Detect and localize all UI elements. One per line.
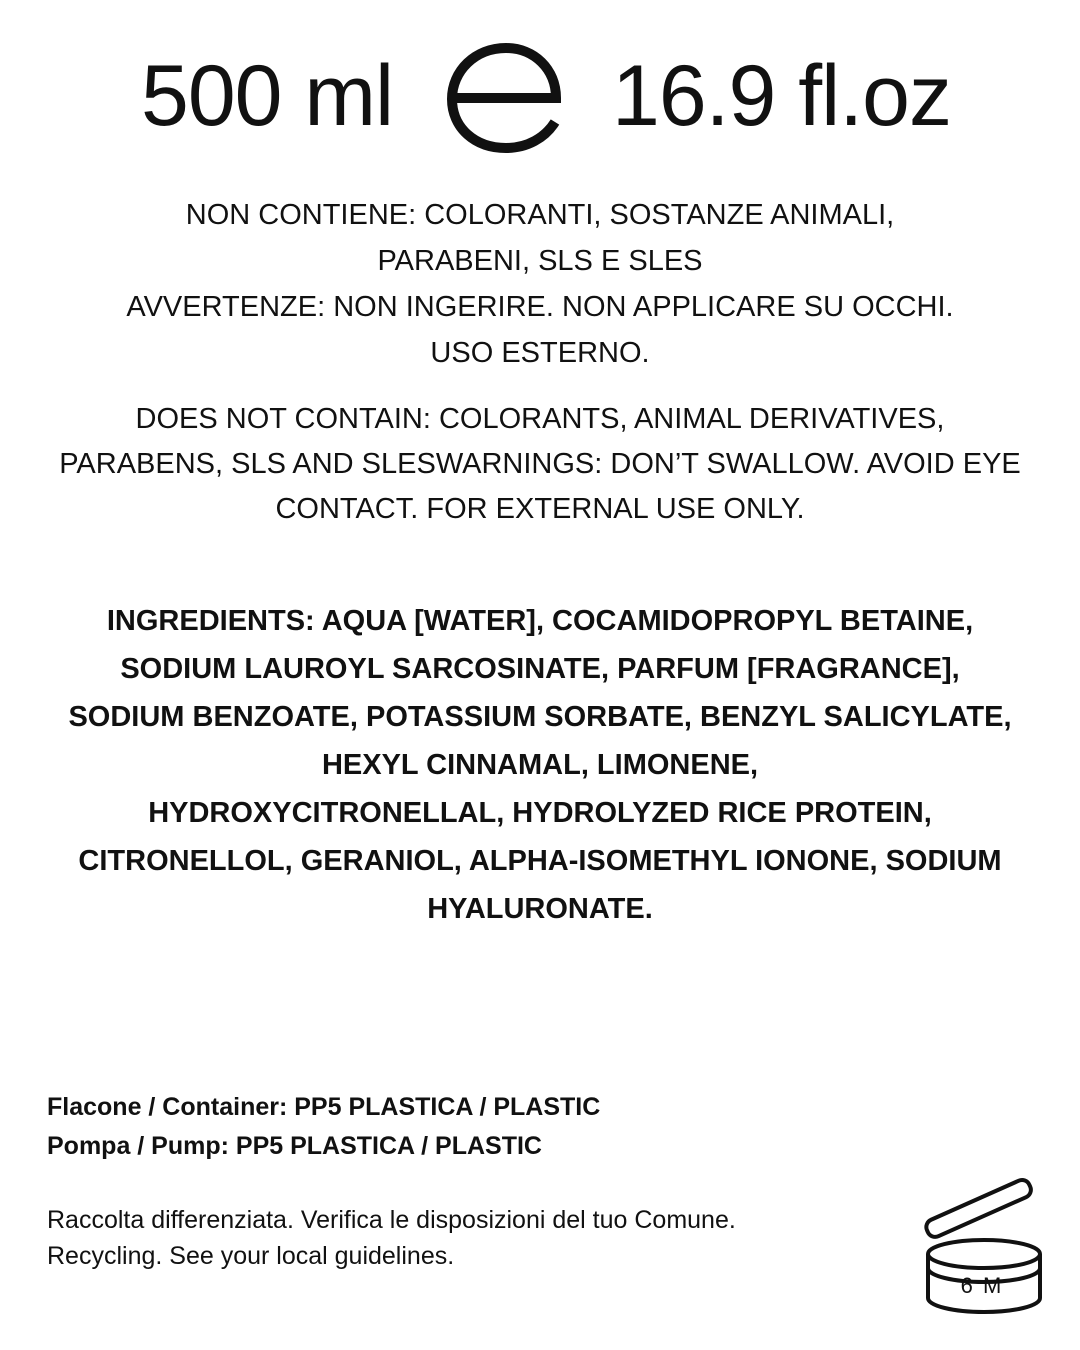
pao-label: 6 M: [960, 1273, 1004, 1298]
ingredients-line: CITRONELLOL, GERANIOL, ALPHA-ISOMETHYL IONONE, SODIUM: [78, 845, 1002, 877]
volume-imperial: 16.9 fl.oz: [612, 48, 951, 144]
recycling-line-it: Raccolta differenziata. Verifica le disposizioni del tuo Comune.: [47, 1206, 736, 1234]
volume-row: [0, 38, 1080, 156]
estimated-sign-icon: [444, 42, 564, 154]
italian-notice-line: NON CONTIENE: COLORANTI, SOSTANZE ANIMALI,: [185, 199, 895, 231]
ingredients-line: INGREDIENTS: AQUA [WATER], COCAMIDOPROPYL BETAINE,: [106, 605, 974, 637]
italian-notice-line: PARABENI, SLS E SLES: [377, 245, 703, 277]
english-notice-line: PARABENS, SLS AND SLESWARNINGS: DON’T SWALLOW. AVOID EYE: [59, 448, 1021, 480]
recycling-info: [47, 1202, 736, 1274]
english-notice-line: CONTACT. FOR EXTERNAL USE ONLY.: [275, 493, 805, 525]
packaging-info: [47, 1088, 600, 1166]
ingredients-line: HYALURONATE.: [427, 893, 653, 925]
ingredients-line: SODIUM BENZOATE, POTASSIUM SORBATE, BENZYL SALICYLATE,: [68, 701, 1012, 733]
ingredients-list: [20, 597, 1060, 933]
english-notice: [20, 397, 1060, 532]
italian-notice-line: USO ESTERNO.: [430, 337, 650, 369]
ingredients-line: SODIUM LAUROYL SARCOSINATE, PARFUM [FRAGRANCE],: [120, 653, 960, 685]
volume-metric: 500 ml: [141, 48, 394, 144]
italian-notice: [20, 192, 1060, 376]
italian-notice-line: AVVERTENZE: NON INGERIRE. NON APPLICARE SU OCCHI.: [126, 291, 954, 323]
ingredients-line: HYDROXYCITRONELLAL, HYDROLYZED RICE PROTEIN,: [148, 797, 932, 829]
packaging-pump: Pompa / Pump: PP5 PLASTICA / PLASTIC: [47, 1132, 542, 1160]
packaging-container: Flacone / Container: PP5 PLASTICA / PLASTIC: [47, 1093, 601, 1121]
english-notice-line: DOES NOT CONTAIN: COLORANTS, ANIMAL DERIVATIVES,: [135, 403, 945, 435]
ingredients-line: HEXYL CINNAMAL, LIMONENE,: [321, 749, 759, 781]
recycling-line-en: Recycling. See your local guidelines.: [47, 1242, 455, 1270]
